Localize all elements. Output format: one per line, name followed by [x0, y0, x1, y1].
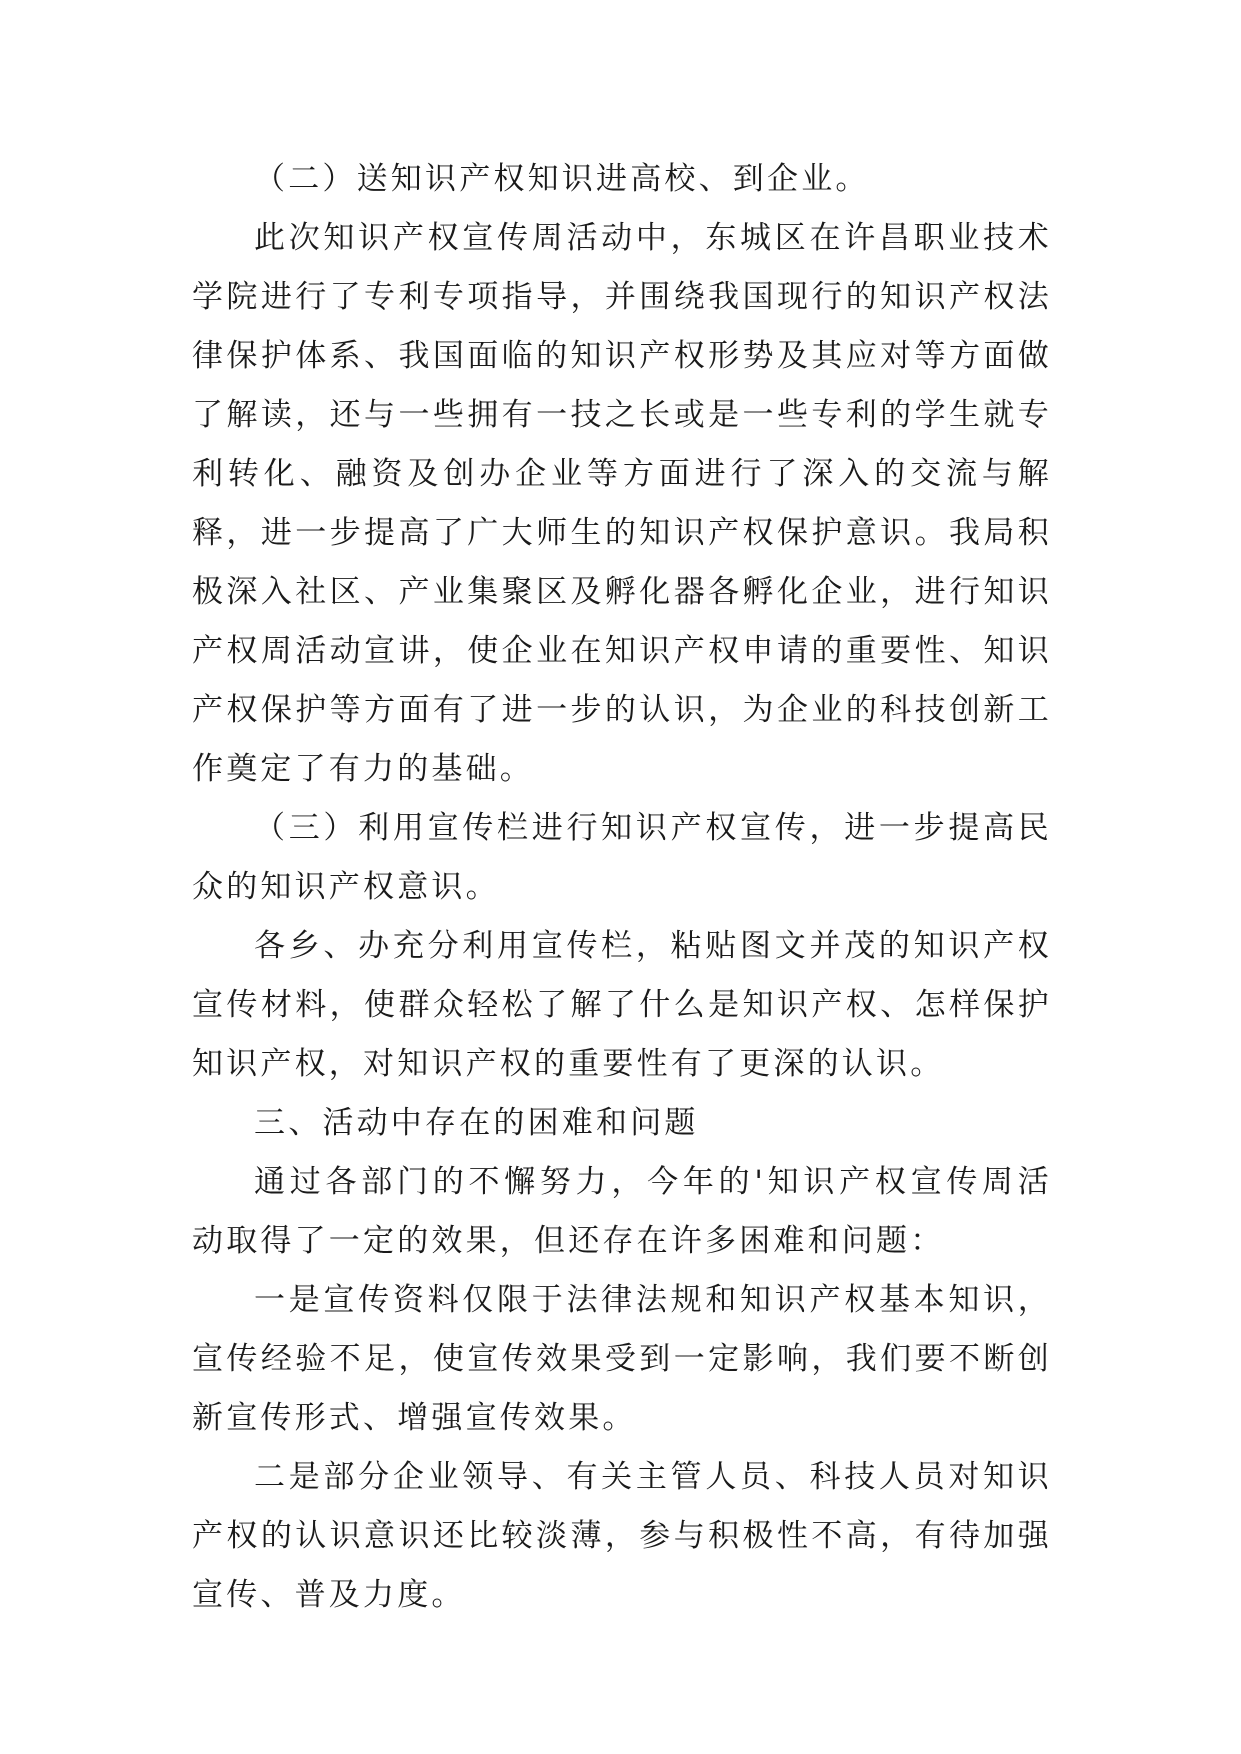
body-paragraph: 通过各部门的不懈努力，今年的'知识产权宣传周活动取得了一定的效果，但还存在许多困难和问题：	[192, 1164, 1052, 1259]
body-paragraph: 各乡、办充分利用宣传栏，粘贴图文并茂的知识产权宣传材料，使群众轻松了解了什么是知识产权、怎样保护知识产权，对知识产权的重要性有了更深的认识。	[192, 928, 1052, 1082]
body-paragraph: 此次知识产权宣传周活动中，东城区在许昌职业技术学院进行了专利专项指导，并围绕我国现行的知识产权法律保护体系、我国面临的知识产权形势及其应对等方面做了解读，还与一些拥有一技之长或是一些专利的学生就专利转化、融资及创办企业等方面进行了深入的交流与解释，进一步提高了广大师生的知识产权保护意识。我局积极深入社区、产业集聚区及孵化器各孵化企业，进行知识产权周活动宣讲，使企业在知识产权申请的重要性、知识产权保护等方面有了进一步的认识，为企业的科技创新工作奠定了有力的基础。	[192, 220, 1052, 787]
section-heading-three: 三、活动中存在的困难和问题	[254, 1105, 699, 1141]
problem-item-two: 二是部分企业领导、有关主管人员、科技人员对知识产权的认识意识还比较淡薄，参与积极性不高，有待加强宣传、普及力度。	[192, 1459, 1052, 1613]
subheading-three: （三）利用宣传栏进行知识产权宣传，进一步提高民众的知识产权意识。	[192, 810, 1052, 905]
subheading-two: （二）送知识产权知识进高校、到企业。	[254, 161, 870, 197]
document-body	[192, 150, 1052, 1625]
problem-item-one: 一是宣传资料仅限于法律法规和知识产权基本知识，宣传经验不足，使宣传效果受到一定影响，我们要不断创新宣传形式、增强宣传效果。	[192, 1282, 1052, 1436]
